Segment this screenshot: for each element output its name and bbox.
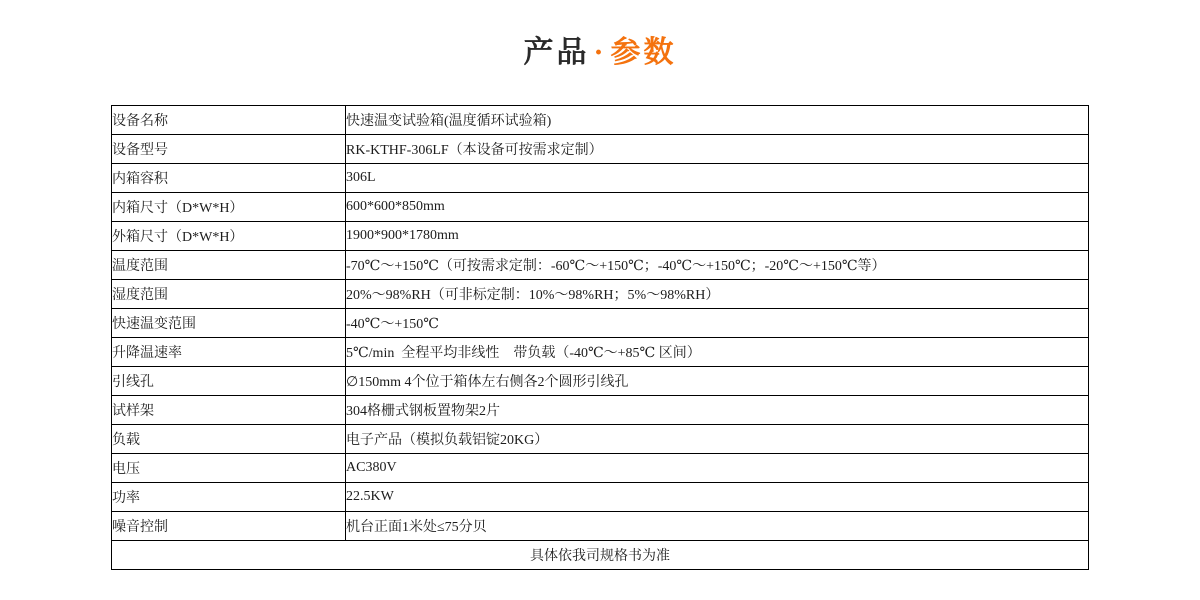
spec-label: 设备型号: [112, 135, 346, 164]
table-row: [112, 222, 1089, 251]
spec-label: 内箱尺寸（D*W*H）: [112, 193, 346, 222]
spec-label: 快速温变范围: [112, 309, 346, 338]
table-row: [112, 164, 1089, 193]
spec-value: 机台正面1米处≤75分贝: [346, 512, 1089, 541]
spec-value: 22.5KW: [346, 483, 1089, 512]
spec-value: 电子产品（模拟负载铝锭20KG）: [346, 425, 1089, 454]
spec-value: RK-KTHF-306LF（本设备可按需求定制）: [346, 135, 1089, 164]
title-dot-separator: ·: [593, 36, 607, 69]
page-title: [0, 34, 1200, 72]
spec-value: 1900*900*1780mm: [346, 222, 1089, 251]
table-row: [112, 425, 1089, 454]
spec-value: ∅150mm 4个位于箱体左右侧各2个圆形引线孔: [346, 367, 1089, 396]
table-row: [112, 106, 1089, 135]
table-row: [112, 367, 1089, 396]
table-row: [112, 193, 1089, 222]
table-footer-note: 具体依我司规格书为准: [112, 541, 1089, 570]
spec-label: 功率: [112, 483, 346, 512]
spec-label: 升降温速率: [112, 338, 346, 367]
table-row: [112, 135, 1089, 164]
spec-label: 温度范围: [112, 251, 346, 280]
spec-value: 快速温变试验箱(温度循环试验箱): [346, 106, 1089, 135]
spec-table: [111, 105, 1089, 570]
spec-value: 20%～98%RH（可非标定制：10%～98%RH；5%～98%RH）: [346, 280, 1089, 309]
table-footer-row: [112, 541, 1089, 570]
spec-label: 内箱容积: [112, 164, 346, 193]
table-row: [112, 280, 1089, 309]
table-row: [112, 483, 1089, 512]
spec-label: 电压: [112, 454, 346, 483]
spec-label: 引线孔: [112, 367, 346, 396]
spec-label: 噪音控制: [112, 512, 346, 541]
table-row: [112, 512, 1089, 541]
table-row: [112, 396, 1089, 425]
spec-label: 设备名称: [112, 106, 346, 135]
spec-value: AC380V: [346, 454, 1089, 483]
title-product: 产品: [523, 36, 590, 69]
spec-label: 湿度范围: [112, 280, 346, 309]
spec-value: 306L: [346, 164, 1089, 193]
spec-value: -40℃～+150℃: [346, 309, 1089, 338]
spec-value: 304格栅式钢板置物架2片: [346, 396, 1089, 425]
table-row: [112, 309, 1089, 338]
spec-label: 外箱尺寸（D*W*H）: [112, 222, 346, 251]
spec-label: 试样架: [112, 396, 346, 425]
table-row: [112, 251, 1089, 280]
spec-value: 600*600*850mm: [346, 193, 1089, 222]
spec-value: -70℃～+150℃（可按需求定制：-60℃～+150℃；-40℃～+150℃；-20℃～+150℃等）: [346, 251, 1089, 280]
spec-value: 5℃/min 全程平均非线性 带负载（-40℃～+85℃ 区间）: [346, 338, 1089, 367]
table-row: [112, 338, 1089, 367]
table-row: [112, 454, 1089, 483]
title-parameters: 参数: [610, 36, 677, 69]
spec-label: 负载: [112, 425, 346, 454]
